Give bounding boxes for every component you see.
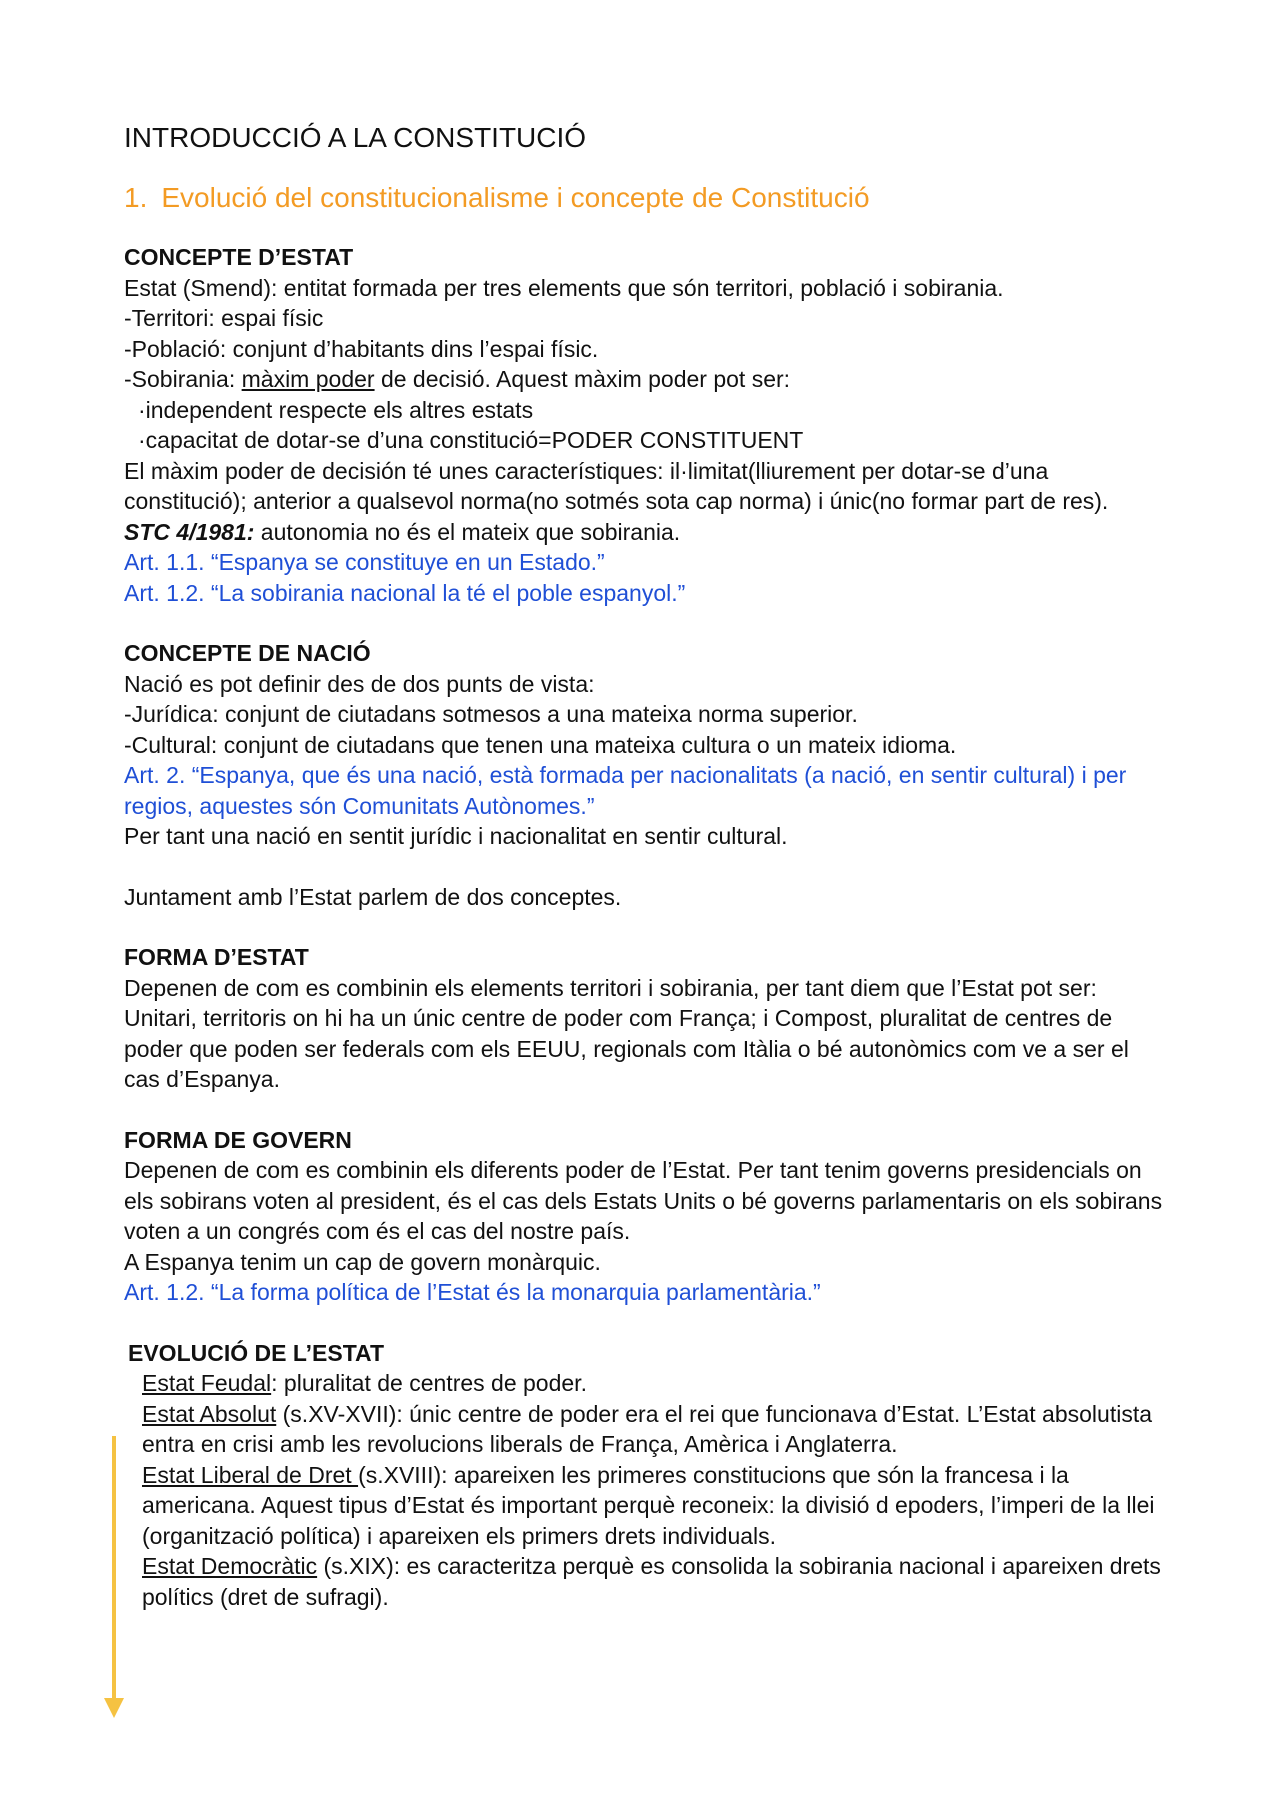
text-line: Juntament amb l’Estat parlem de dos conceptes. <box>124 883 622 910</box>
text-line: -Cultural: conjunt de ciutadans que tenen una mateixa cultura o un mateix idioma. <box>124 731 957 758</box>
text-line: -Jurídica: conjunt de ciutadans sotmesos a una mateixa norma superior. <box>124 701 858 727</box>
underlined-term: màxim poder <box>241 366 375 392</box>
estat-term: Estat Democràtic <box>142 1553 318 1579</box>
text-fragment: -Sobirania: <box>124 366 242 392</box>
down-arrow-icon <box>102 1436 126 1720</box>
text-paragraph: Depenen de com es combinin els diferents poder de l’Estat. Per tant tenim governs presidencials on els sobirans voten al president, és el cas dels Estats Units o bé governs parlamentaris on els sobirans voten a un congrés com és el cas del nostre país. <box>124 1157 1163 1244</box>
evolucio-block <box>128 1338 1168 1613</box>
text-line: Nació es pot definir des de dos punts de vista: <box>124 670 595 697</box>
evolucio-list <box>128 1368 1168 1612</box>
concepte-estat-heading: CONCEPTE D’ESTAT <box>124 244 354 270</box>
article-quote: Art. 1.2. “La sobirania nacional la té el poble espanyol.” <box>124 579 686 606</box>
forma-estat-heading: FORMA D’ESTAT <box>124 944 309 970</box>
document-title: INTRODUCCIÓ A LA CONSTITUCIÓ <box>124 122 587 153</box>
evolucio-heading: EVOLUCIÓ DE L’ESTAT <box>128 1339 384 1366</box>
bullet-line: ·capacitat de dotar-se d’una constitució=PODER CONSTITUENT <box>138 427 804 453</box>
text-fragment: de decisió. Aquest màxim poder pot ser: <box>374 366 791 392</box>
juntament-block <box>124 882 1164 913</box>
forma-govern-heading: FORMA DE GOVERN <box>124 1126 352 1153</box>
text-line: A Espanya tenim un cap de govern monàrquic. <box>124 1248 601 1275</box>
article-quote: Art. 1.1. “Espanya se constituye en un Estado.” <box>124 549 605 575</box>
text-fragment: (s.XIX): es caracteritza perquè es consolida la sobirania nacional i apareixen drets polítics (dret de sufragi). <box>142 1553 1161 1610</box>
text-fragment: : pluralitat de centres de poder. <box>271 1370 587 1396</box>
text-line: -Territori: espai físic <box>124 305 324 331</box>
estat-term: Estat Absolut <box>142 1400 277 1427</box>
forma-estat-block <box>124 942 1164 1095</box>
forma-govern-block <box>124 1125 1164 1308</box>
arrow-head <box>104 1698 124 1718</box>
section-title-text: Evolució del constitucionalisme i concepte de Constitució <box>161 182 870 213</box>
concepte-nacio-heading: CONCEPTE DE NACIÓ <box>124 640 371 666</box>
text-line: Estat (Smend): entitat formada per tres elements que són territori, població i sobirania. <box>124 274 1004 301</box>
article-quote: Art. 1.2. “La forma política de l’Estat és la monarquia parlamentària.” <box>124 1279 821 1305</box>
text-line <box>124 517 1164 548</box>
text-line: Per tant una nació en sentit jurídic i nacionalitat en sentir cultural. <box>124 823 788 849</box>
text-fragment: autonomia no és el mateix que sobirania. <box>254 518 681 545</box>
list-item <box>142 1368 1168 1399</box>
stc-reference: STC 4/1981: <box>124 518 255 545</box>
text-paragraph: El màxim poder de decisión té unes característiques: il·limitat(lliurement per dotar-se d’una constitució); anterior a qualsevol norma(no sotmés sota cap norma) i únic(no formar part de res). <box>124 457 1109 514</box>
text-line: -Població: conjunt d’habitants dins l’espai físic. <box>124 335 599 362</box>
text-fragment: (s.XV-XVII): únic centre de poder era el rei que funcionava d’Estat. L’Estat absolutista entra en crisi amb les revolucions liberals de França, Amèrica i Anglaterra. <box>142 1400 1153 1457</box>
list-item <box>142 1460 1168 1552</box>
document-content <box>124 120 1164 1612</box>
bullet-line: ·independent respecte els altres estats <box>138 396 534 423</box>
text-paragraph: Depenen de com es combinin els elements territori i sobirania, per tant diem que l’Estat pot ser: Unitari, territoris on hi ha un únic centre de poder com França; i Compost, pluralitat de centres de poder que poden ser federals com els EEUU, regionals com Itàlia o bé autonòmics com ve a ser el cas d’Espanya. <box>124 974 1129 1092</box>
text-fragment: (s.XVIII): apareixen les primeres constitucions que són la francesa i la americana. Aquest tipus d’Estat és important perquè reconeix: la divisió d epoders, l’imperi de la llei (organització política) i apareixen els primers drets individuals. <box>142 1461 1155 1549</box>
section-title <box>124 180 1164 216</box>
text-line <box>124 364 1164 395</box>
list-item <box>142 1399 1168 1460</box>
article-quote: Art. 2. “Espanya, que és una nació, està formada per nacionalitats (a nació, en sentir cultural) i per regios, aquestes són Comunitats Autònomes.” <box>124 762 1127 819</box>
section-number: 1. <box>124 182 148 213</box>
estat-term: Estat Feudal <box>142 1370 272 1396</box>
concepte-nacio-block <box>124 638 1164 852</box>
list-item <box>142 1551 1168 1612</box>
concepte-estat-block <box>124 242 1164 608</box>
estat-term: Estat Liberal de Dret <box>142 1461 359 1488</box>
